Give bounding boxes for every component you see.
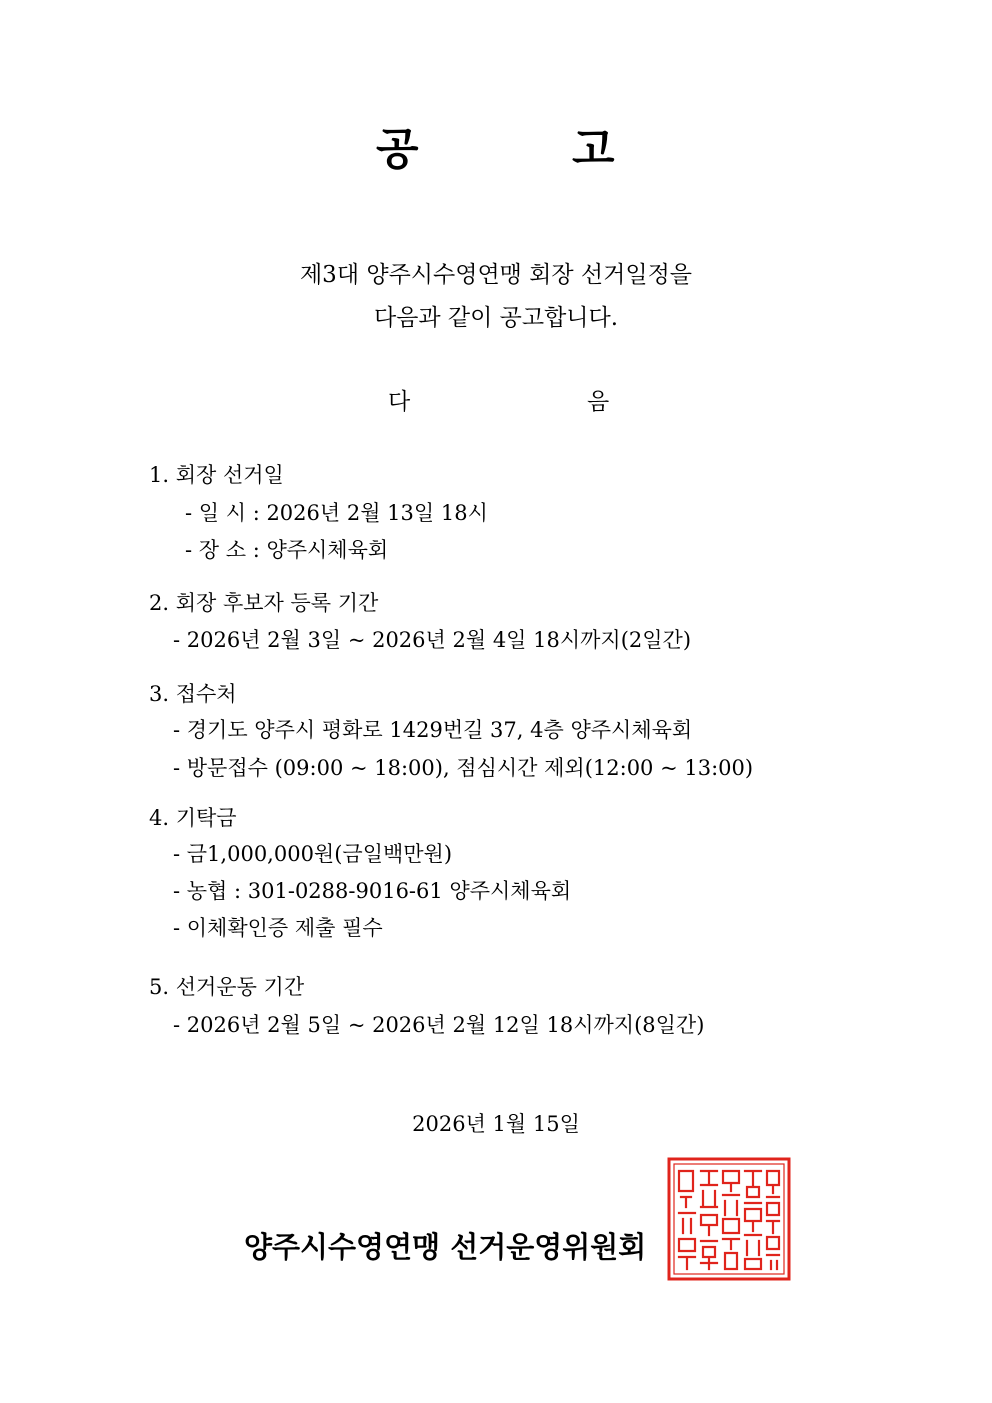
list-item-venue: - 장 소 : 양주시체육회	[185, 538, 389, 562]
section-heading-campaign-period: 5. 선거운동 기간	[149, 975, 305, 999]
intro-line-2: 다음과 같이 공고합니다.	[373, 305, 619, 331]
section-heading-election-date: 1. 회장 선거일	[149, 463, 284, 487]
page-title-char-1: 공	[376, 124, 419, 175]
notice-date: 2026년 1월 15일	[412, 1112, 580, 1136]
section-heading-reception: 3. 접수처	[149, 682, 237, 706]
list-item-transfer-proof: - 이체확인증 제출 필수	[173, 916, 383, 940]
list-item-bank-account: - 농협 : 301-0288-9016-61 양주시체육회	[173, 879, 572, 903]
seal-stamp-icon	[667, 1157, 791, 1281]
list-item-registration-dates: - 2026년 2월 3일 ~ 2026년 2월 4일 18시까지(2일간)	[173, 628, 692, 652]
section-heading-registration-period: 2. 회장 후보자 등록 기간	[149, 591, 379, 615]
list-item-date-time: - 일 시 : 2026년 2월 13일 18시	[185, 501, 488, 525]
divider-char-2: 음	[587, 389, 610, 415]
intro-line-1: 제3대 양주시수영연맹 회장 선거일정을	[299, 262, 693, 288]
organization-name: 양주시수영연맹 선거운영위원회	[244, 1230, 647, 1264]
section-divider-label	[0, 385, 992, 419]
page-title-char-2: 고	[572, 124, 615, 175]
section-heading-deposit: 4. 기탁금	[149, 806, 237, 830]
list-item-deposit-amount: - 금1,000,000원(금일백만원)	[173, 842, 453, 866]
list-item-campaign-dates: - 2026년 2월 5일 ~ 2026년 2월 12일 18시까지(8일간)	[173, 1013, 705, 1037]
list-item-visit-hours: - 방문접수 (09:00 ~ 18:00), 점심시간 제외(12:00 ~ 13:00)	[173, 756, 754, 780]
list-item-address: - 경기도 양주시 평화로 1429번길 37, 4층 양주시체육회	[173, 718, 693, 742]
divider-char-1: 다	[388, 389, 411, 415]
page-title	[0, 120, 992, 180]
